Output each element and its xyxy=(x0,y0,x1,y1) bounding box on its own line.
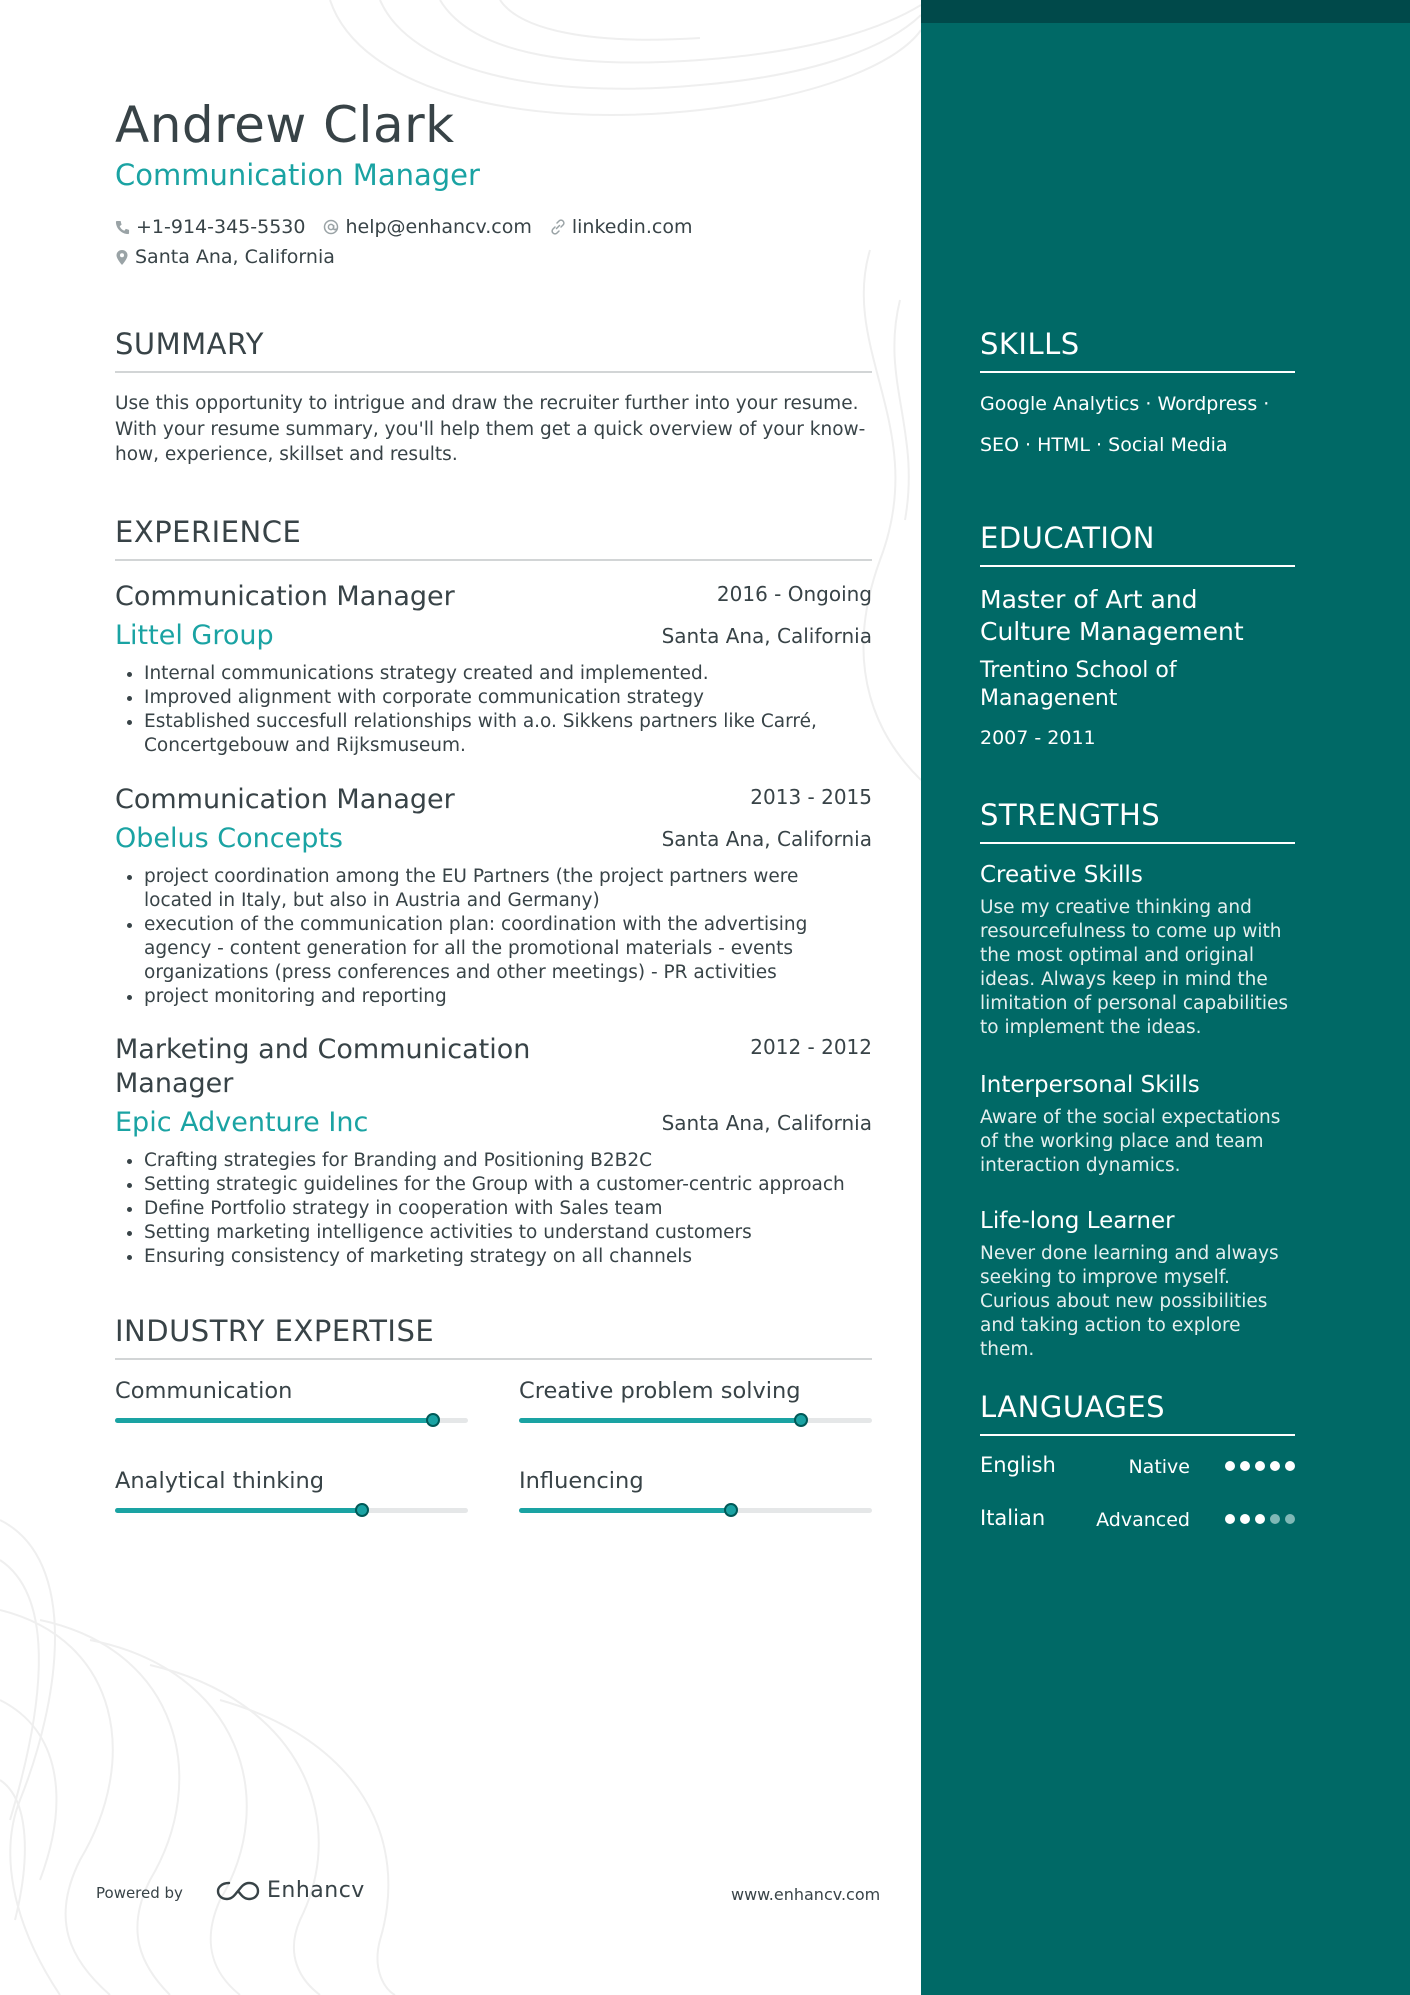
job-bullet: • Internal communications strategy created and implemented. xyxy=(144,662,872,686)
strengths-heading: STRENGTHS xyxy=(980,798,1295,844)
expertise-fill xyxy=(519,1418,801,1423)
phone-icon xyxy=(115,220,130,235)
link-contact[interactable] xyxy=(550,216,693,238)
education-degree: Master of Art and Culture Management xyxy=(980,585,1244,646)
language-item xyxy=(980,1506,1295,1536)
enhancv-brand-name: Enhancv xyxy=(267,1878,365,1903)
skills-heading: SKILLS xyxy=(980,327,1295,373)
job-dates: 2016 - Ongoing xyxy=(716,582,872,606)
job-dates: 2012 - 2012 xyxy=(750,1035,872,1059)
location-text: Santa Ana, California xyxy=(135,246,335,268)
language-name: Italian xyxy=(980,1506,1046,1530)
expertise-item xyxy=(519,1378,872,1423)
job-role: Communication Manager xyxy=(115,784,455,815)
strength-item xyxy=(980,862,1300,1040)
expertise-item xyxy=(115,1468,468,1513)
job-bullet: • execution of the communication plan: coordination with the advertising agency - content generation for all the promotional materials - events organizations (press conferences and other meetings) - PR activities xyxy=(144,913,872,985)
job-bullet: • project coordination among the EU Partners (the project partners were located in Italy, but also in Austria and Germany) xyxy=(144,865,872,913)
expertise-item xyxy=(519,1468,872,1513)
strength-description: Aware of the social expectations of the working place and team interaction dynamics. xyxy=(980,1107,1281,1176)
proficiency-dot xyxy=(1240,1461,1250,1471)
job-location: Santa Ana, California xyxy=(661,827,872,851)
sidebar-top-bar xyxy=(921,0,1410,23)
job-role: Communication Manager xyxy=(115,581,455,612)
language-proficiency-dots xyxy=(1220,1514,1295,1524)
language-name: English xyxy=(980,1453,1056,1477)
expertise-name: Analytical thinking xyxy=(115,1468,325,1494)
proficiency-dot xyxy=(1255,1514,1265,1524)
education-dates: 2007 - 2011 xyxy=(980,727,1096,749)
location-pin-icon xyxy=(115,249,129,266)
summary-text: Use this opportunity to intrigue and draw the recruiter further into your resume. With your resume summary, you'll help them get a quick overview of your know-how, experience, skillset and results. xyxy=(115,393,866,465)
experience-heading: EXPERIENCE xyxy=(115,515,872,561)
job-bullets xyxy=(115,1149,872,1269)
powered-by-label: Powered by xyxy=(96,1884,183,1902)
job-bullet: • Setting marketing intelligence activities to understand customers xyxy=(144,1221,872,1245)
language-proficiency-dots xyxy=(1220,1461,1295,1471)
proficiency-dot xyxy=(1285,1514,1295,1524)
enhancv-logo[interactable] xyxy=(215,1878,365,1903)
proficiency-dot xyxy=(1225,1461,1235,1471)
job-bullet: • Crafting strategies for Branding and Positioning B2B2C xyxy=(144,1149,872,1173)
skills-line: SEO · HTML · Social Media xyxy=(980,434,1228,456)
email-contact[interactable] xyxy=(323,216,531,238)
expertise-track xyxy=(115,1508,468,1513)
job-bullet: • Define Portfolio strategy in cooperation with Sales team xyxy=(144,1197,872,1221)
job-bullet: • project monitoring and reporting xyxy=(144,985,872,1009)
candidate-name: Andrew Clark xyxy=(115,96,455,154)
enhancv-mark-icon xyxy=(215,1879,261,1903)
expertise-name: Communication xyxy=(115,1378,293,1404)
location-contact xyxy=(115,246,335,268)
proficiency-dot xyxy=(1285,1461,1295,1471)
job-bullet: • Established succesfull relationships with a.o. Sikkens partners like Carré, Concertgebouw and Rijksmuseum. xyxy=(144,710,872,758)
skills-line: Google Analytics · Wordpress · xyxy=(980,393,1270,415)
expertise-name: Influencing xyxy=(519,1468,644,1494)
job-company: Obelus Concepts xyxy=(115,823,343,854)
job-role: Marketing and Communication Manager xyxy=(115,1034,531,1099)
education-school: Trentino School of Managenent xyxy=(980,658,1177,711)
expertise-heading: INDUSTRY EXPERTISE xyxy=(115,1314,872,1360)
job-bullets xyxy=(115,662,872,758)
expertise-fill xyxy=(115,1418,433,1423)
expertise-track xyxy=(519,1508,872,1513)
expertise-knob xyxy=(724,1503,738,1517)
link-icon xyxy=(550,219,566,235)
strength-item xyxy=(980,1072,1300,1178)
expertise-item xyxy=(115,1378,468,1423)
language-item xyxy=(980,1453,1295,1483)
expertise-track xyxy=(519,1418,872,1423)
strength-name: Creative Skills xyxy=(980,862,1143,888)
expertise-name: Creative problem solving xyxy=(519,1378,801,1404)
job-entry xyxy=(115,580,872,758)
proficiency-dot xyxy=(1270,1514,1280,1524)
email-address: help@enhancv.com xyxy=(345,216,532,238)
phone-number: +1-914-345-5530 xyxy=(136,216,306,238)
proficiency-dot xyxy=(1255,1461,1265,1471)
education-heading: EDUCATION xyxy=(980,521,1295,567)
strength-description: Use my creative thinking and resourcefulness to come up with the most optimal and original ideas. Always keep in mind the limitation of personal capabilities to implement the ideas. xyxy=(980,897,1288,1038)
proficiency-dot xyxy=(1225,1514,1235,1524)
job-location: Santa Ana, California xyxy=(661,624,872,648)
contact-info xyxy=(115,212,710,272)
job-entry xyxy=(115,1033,872,1269)
link-url: linkedin.com xyxy=(571,216,693,238)
phone-contact[interactable] xyxy=(115,216,305,238)
language-level: Native xyxy=(1128,1456,1190,1478)
job-location: Santa Ana, California xyxy=(661,1111,872,1135)
expertise-track xyxy=(115,1418,468,1423)
at-sign-icon xyxy=(323,219,339,235)
job-entry xyxy=(115,783,872,1009)
job-bullet: • Setting strategic guidelines for the Group with a customer-centric approach xyxy=(144,1173,872,1197)
candidate-title: Communication Manager xyxy=(115,158,480,192)
language-level: Advanced xyxy=(1096,1509,1190,1531)
strength-item xyxy=(980,1208,1300,1362)
strength-name: Interpersonal Skills xyxy=(980,1072,1200,1098)
expertise-knob xyxy=(426,1413,440,1427)
languages-heading: LANGUAGES xyxy=(980,1390,1295,1436)
sidebar xyxy=(921,0,1410,1995)
footer-url[interactable]: www.enhancv.com xyxy=(731,1885,881,1904)
proficiency-dot xyxy=(1240,1514,1250,1524)
job-bullet: • Improved alignment with corporate communication strategy xyxy=(144,686,872,710)
job-dates: 2013 - 2015 xyxy=(750,785,872,809)
summary-heading: SUMMARY xyxy=(115,327,872,373)
proficiency-dot xyxy=(1270,1461,1280,1471)
expertise-fill xyxy=(519,1508,731,1513)
strength-description: Never done learning and always seeking to improve myself. Curious about new possibilities and taking action to explore them. xyxy=(980,1243,1279,1360)
job-bullets xyxy=(115,865,872,1009)
job-company: Epic Adventure Inc xyxy=(115,1107,369,1138)
expertise-knob xyxy=(355,1503,369,1517)
strength-name: Life-long Learner xyxy=(980,1208,1175,1234)
job-bullet: • Ensuring consistency of marketing strategy on all channels xyxy=(144,1245,872,1269)
expertise-fill xyxy=(115,1508,362,1513)
job-company: Littel Group xyxy=(115,620,274,651)
